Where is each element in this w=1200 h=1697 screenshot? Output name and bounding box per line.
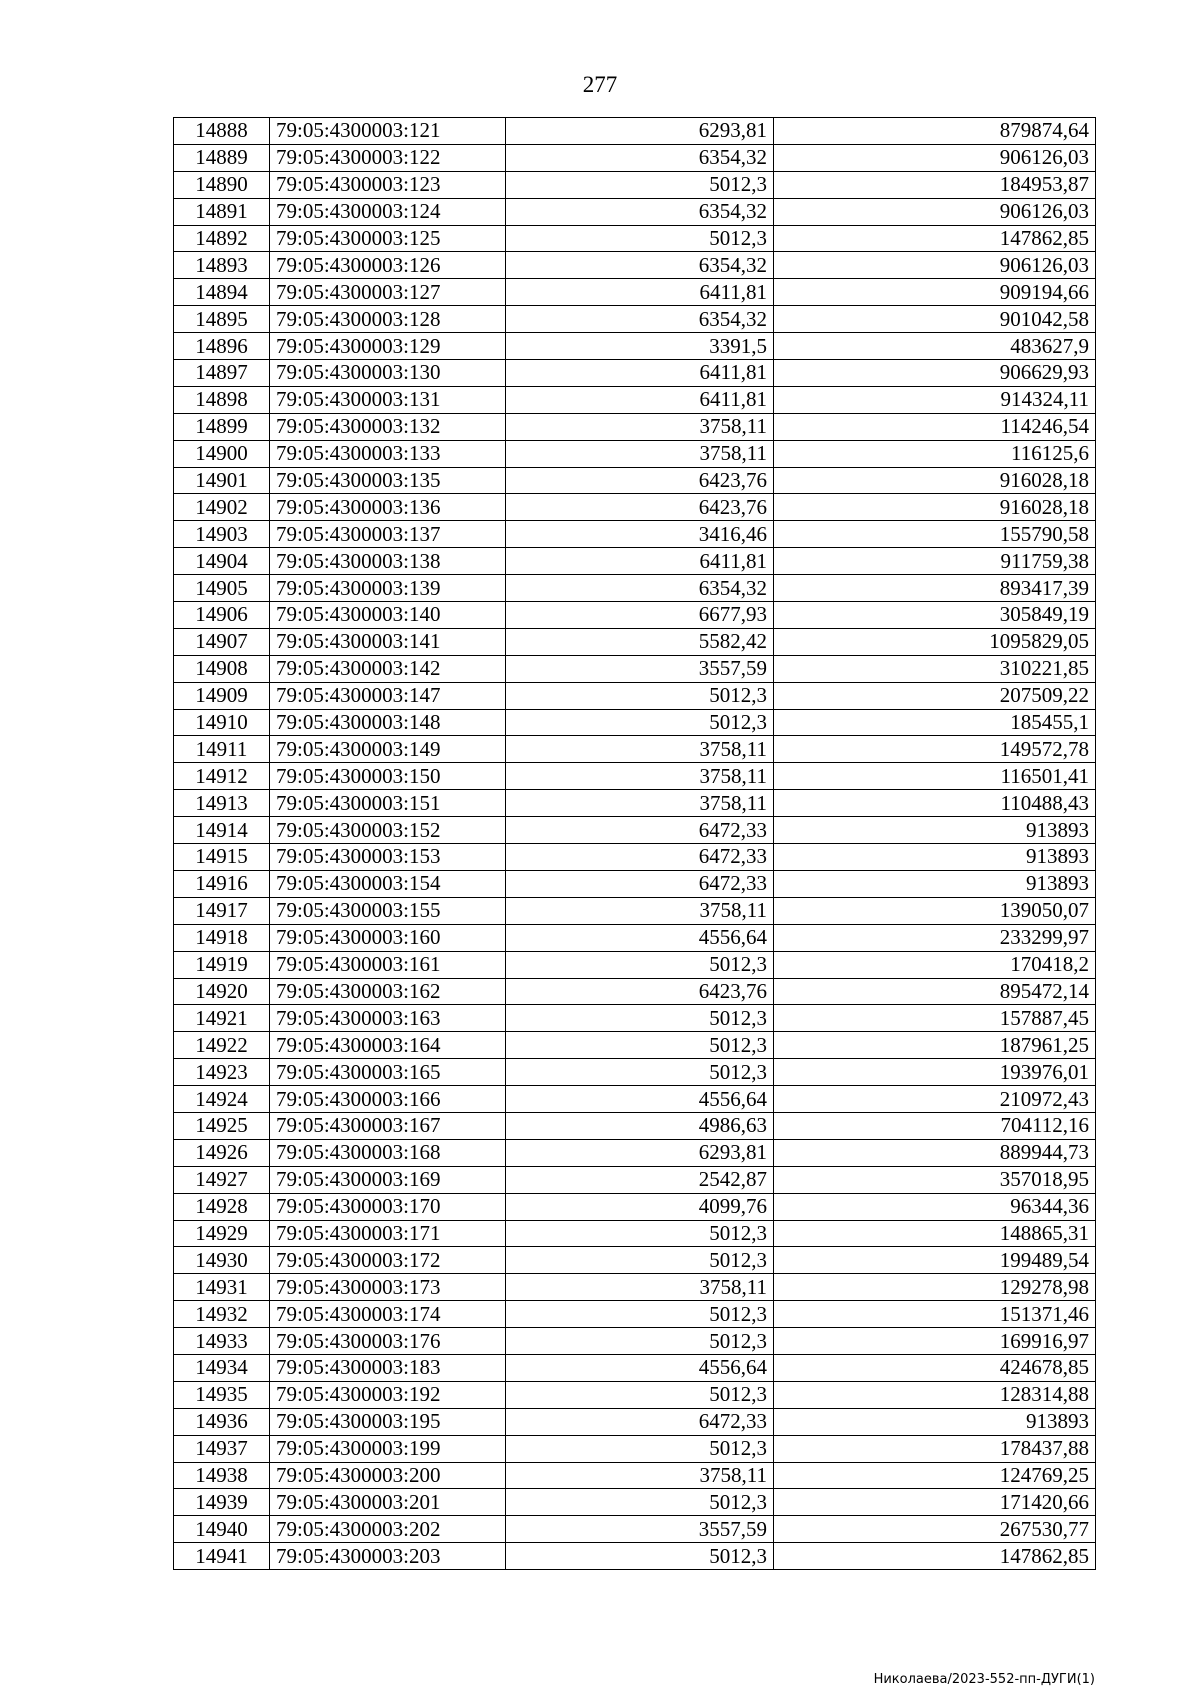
area-cell: 6472,33 xyxy=(506,870,774,897)
table-row xyxy=(174,1139,1096,1166)
cadastral-value-cell: 424678,85 xyxy=(774,1354,1096,1381)
row-number-cell: 14911 xyxy=(174,736,270,763)
cadastral-value-cell: 310221,85 xyxy=(774,655,1096,682)
row-number-cell: 14913 xyxy=(174,790,270,817)
cadastral-value-cell: 911759,38 xyxy=(774,548,1096,575)
row-number-cell: 14901 xyxy=(174,467,270,494)
cadastral-value-cell: 1095829,05 xyxy=(774,628,1096,655)
area-cell: 5012,3 xyxy=(506,225,774,252)
table-row xyxy=(174,279,1096,306)
row-number-cell: 14891 xyxy=(174,198,270,225)
cadastral-number-cell: 79:05:4300003:126 xyxy=(270,252,506,279)
row-number-cell: 14912 xyxy=(174,763,270,790)
table-row xyxy=(174,1247,1096,1274)
cadastral-value-cell: 157887,45 xyxy=(774,1005,1096,1032)
cadastral-value-cell: 147862,85 xyxy=(774,225,1096,252)
row-number-cell: 14935 xyxy=(174,1381,270,1408)
cadastral-value-cell: 129278,98 xyxy=(774,1274,1096,1301)
cadastral-number-cell: 79:05:4300003:162 xyxy=(270,978,506,1005)
table-row xyxy=(174,1381,1096,1408)
cadastral-value-cell: 913893 xyxy=(774,817,1096,844)
table-row xyxy=(174,548,1096,575)
cadastral-value-cell: 193976,01 xyxy=(774,1059,1096,1086)
area-cell: 3758,11 xyxy=(506,1462,774,1489)
area-cell: 3758,11 xyxy=(506,736,774,763)
row-number-cell: 14909 xyxy=(174,682,270,709)
area-cell: 5012,3 xyxy=(506,1005,774,1032)
cadastral-value-cell: 178437,88 xyxy=(774,1435,1096,1462)
area-cell: 5012,3 xyxy=(506,1328,774,1355)
cadastral-number-cell: 79:05:4300003:147 xyxy=(270,682,506,709)
cadastral-number-cell: 79:05:4300003:124 xyxy=(270,198,506,225)
cadastral-value-cell: 116501,41 xyxy=(774,763,1096,790)
row-number-cell: 14906 xyxy=(174,602,270,629)
cadastral-number-cell: 79:05:4300003:167 xyxy=(270,1112,506,1139)
row-number-cell: 14904 xyxy=(174,548,270,575)
row-number-cell: 14898 xyxy=(174,386,270,413)
cadastral-number-cell: 79:05:4300003:135 xyxy=(270,467,506,494)
table-row xyxy=(174,1032,1096,1059)
cadastral-value-cell: 210972,43 xyxy=(774,1086,1096,1113)
area-cell: 5012,3 xyxy=(506,1543,774,1570)
cadastral-number-cell: 79:05:4300003:164 xyxy=(270,1032,506,1059)
row-number-cell: 14897 xyxy=(174,360,270,387)
table-row xyxy=(174,897,1096,924)
cadastral-number-cell: 79:05:4300003:128 xyxy=(270,306,506,333)
table-row xyxy=(174,521,1096,548)
area-cell: 6411,81 xyxy=(506,386,774,413)
area-cell: 3758,11 xyxy=(506,897,774,924)
area-cell: 6472,33 xyxy=(506,817,774,844)
cadastral-number-cell: 79:05:4300003:130 xyxy=(270,360,506,387)
table-row xyxy=(174,763,1096,790)
cadastral-number-cell: 79:05:4300003:155 xyxy=(270,897,506,924)
cadastral-number-cell: 79:05:4300003:169 xyxy=(270,1166,506,1193)
cadastral-value-cell: 916028,18 xyxy=(774,467,1096,494)
area-cell: 3416,46 xyxy=(506,521,774,548)
cadastral-value-cell: 909194,66 xyxy=(774,279,1096,306)
table-row xyxy=(174,790,1096,817)
row-number-cell: 14922 xyxy=(174,1032,270,1059)
area-cell: 6293,81 xyxy=(506,118,774,145)
area-cell: 5012,3 xyxy=(506,682,774,709)
area-cell: 4099,76 xyxy=(506,1193,774,1220)
table-row xyxy=(174,1166,1096,1193)
cadastral-number-cell: 79:05:4300003:154 xyxy=(270,870,506,897)
row-number-cell: 14921 xyxy=(174,1005,270,1032)
cadastral-number-cell: 79:05:4300003:136 xyxy=(270,494,506,521)
row-number-cell: 14939 xyxy=(174,1489,270,1516)
area-cell: 6423,76 xyxy=(506,494,774,521)
row-number-cell: 14892 xyxy=(174,225,270,252)
cadastral-number-cell: 79:05:4300003:163 xyxy=(270,1005,506,1032)
table-row xyxy=(174,978,1096,1005)
table-row xyxy=(174,467,1096,494)
cadastral-number-cell: 79:05:4300003:129 xyxy=(270,333,506,360)
page-number: 277 xyxy=(582,72,618,97)
area-cell: 5012,3 xyxy=(506,1059,774,1086)
table-row xyxy=(174,602,1096,629)
row-number-cell: 14910 xyxy=(174,709,270,736)
area-cell: 4556,64 xyxy=(506,1354,774,1381)
cadastral-table xyxy=(173,117,1096,1570)
table-row xyxy=(174,1543,1096,1570)
area-cell: 5012,3 xyxy=(506,1381,774,1408)
row-number-cell: 14919 xyxy=(174,951,270,978)
cadastral-number-cell: 79:05:4300003:148 xyxy=(270,709,506,736)
area-cell: 3391,5 xyxy=(506,333,774,360)
cadastral-number-cell: 79:05:4300003:131 xyxy=(270,386,506,413)
area-cell: 5012,3 xyxy=(506,1220,774,1247)
cadastral-value-cell: 893417,39 xyxy=(774,575,1096,602)
row-number-cell: 14895 xyxy=(174,306,270,333)
table-row xyxy=(174,1354,1096,1381)
row-number-cell: 14924 xyxy=(174,1086,270,1113)
cadastral-number-cell: 79:05:4300003:151 xyxy=(270,790,506,817)
cadastral-number-cell: 79:05:4300003:168 xyxy=(270,1139,506,1166)
row-number-cell: 14933 xyxy=(174,1328,270,1355)
row-number-cell: 14927 xyxy=(174,1166,270,1193)
cadastral-value-cell: 128314,88 xyxy=(774,1381,1096,1408)
area-cell: 5012,3 xyxy=(506,171,774,198)
table-row xyxy=(174,386,1096,413)
area-cell: 3758,11 xyxy=(506,763,774,790)
cadastral-number-cell: 79:05:4300003:139 xyxy=(270,575,506,602)
area-cell: 6472,33 xyxy=(506,1408,774,1435)
table-row xyxy=(174,1489,1096,1516)
table-row xyxy=(174,1112,1096,1139)
cadastral-number-cell: 79:05:4300003:166 xyxy=(270,1086,506,1113)
row-number-cell: 14902 xyxy=(174,494,270,521)
table-row xyxy=(174,1462,1096,1489)
cadastral-number-cell: 79:05:4300003:125 xyxy=(270,225,506,252)
cadastral-number-cell: 79:05:4300003:199 xyxy=(270,1435,506,1462)
cadastral-number-cell: 79:05:4300003:173 xyxy=(270,1274,506,1301)
cadastral-number-cell: 79:05:4300003:133 xyxy=(270,440,506,467)
table-row xyxy=(174,252,1096,279)
row-number-cell: 14914 xyxy=(174,817,270,844)
table-row xyxy=(174,333,1096,360)
cadastral-number-cell: 79:05:4300003:202 xyxy=(270,1516,506,1543)
table-row xyxy=(174,817,1096,844)
area-cell: 6411,81 xyxy=(506,548,774,575)
cadastral-number-cell: 79:05:4300003:150 xyxy=(270,763,506,790)
row-number-cell: 14920 xyxy=(174,978,270,1005)
area-cell: 6354,32 xyxy=(506,306,774,333)
cadastral-number-cell: 79:05:4300003:174 xyxy=(270,1301,506,1328)
cadastral-value-cell: 913893 xyxy=(774,844,1096,871)
cadastral-value-cell: 267530,77 xyxy=(774,1516,1096,1543)
area-cell: 5012,3 xyxy=(506,1435,774,1462)
area-cell: 6354,32 xyxy=(506,575,774,602)
cadastral-number-cell: 79:05:4300003:172 xyxy=(270,1247,506,1274)
table-row xyxy=(174,144,1096,171)
row-number-cell: 14940 xyxy=(174,1516,270,1543)
table-row xyxy=(174,171,1096,198)
cadastral-value-cell: 187961,25 xyxy=(774,1032,1096,1059)
row-number-cell: 14937 xyxy=(174,1435,270,1462)
area-cell: 5012,3 xyxy=(506,1489,774,1516)
cadastral-number-cell: 79:05:4300003:161 xyxy=(270,951,506,978)
area-cell: 6354,32 xyxy=(506,144,774,171)
area-cell: 6423,76 xyxy=(506,467,774,494)
cadastral-value-cell: 147862,85 xyxy=(774,1543,1096,1570)
table-row xyxy=(174,198,1096,225)
table-row xyxy=(174,844,1096,871)
cadastral-number-cell: 79:05:4300003:121 xyxy=(270,118,506,145)
row-number-cell: 14926 xyxy=(174,1139,270,1166)
cadastral-value-cell: 901042,58 xyxy=(774,306,1096,333)
row-number-cell: 14936 xyxy=(174,1408,270,1435)
cadastral-value-cell: 149572,78 xyxy=(774,736,1096,763)
cadastral-number-cell: 79:05:4300003:132 xyxy=(270,413,506,440)
cadastral-value-cell: 889944,73 xyxy=(774,1139,1096,1166)
row-number-cell: 14941 xyxy=(174,1543,270,1570)
cadastral-value-cell: 704112,16 xyxy=(774,1112,1096,1139)
table-row xyxy=(174,1408,1096,1435)
cadastral-value-cell: 155790,58 xyxy=(774,521,1096,548)
area-cell: 2542,87 xyxy=(506,1166,774,1193)
area-cell: 6472,33 xyxy=(506,844,774,871)
area-cell: 6411,81 xyxy=(506,360,774,387)
row-number-cell: 14889 xyxy=(174,144,270,171)
area-cell: 6354,32 xyxy=(506,198,774,225)
row-number-cell: 14896 xyxy=(174,333,270,360)
cadastral-number-cell: 79:05:4300003:171 xyxy=(270,1220,506,1247)
table-row xyxy=(174,924,1096,951)
row-number-cell: 14893 xyxy=(174,252,270,279)
area-cell: 3557,59 xyxy=(506,1516,774,1543)
row-number-cell: 14931 xyxy=(174,1274,270,1301)
area-cell: 5012,3 xyxy=(506,1032,774,1059)
row-number-cell: 14899 xyxy=(174,413,270,440)
table-row xyxy=(174,118,1096,145)
table-row xyxy=(174,225,1096,252)
row-number-cell: 14930 xyxy=(174,1247,270,1274)
area-cell: 5012,3 xyxy=(506,709,774,736)
table-row xyxy=(174,709,1096,736)
cadastral-number-cell: 79:05:4300003:127 xyxy=(270,279,506,306)
cadastral-value-cell: 114246,54 xyxy=(774,413,1096,440)
cadastral-value-cell: 169916,97 xyxy=(774,1328,1096,1355)
table-row xyxy=(174,1086,1096,1113)
cadastral-number-cell: 79:05:4300003:138 xyxy=(270,548,506,575)
cadastral-number-cell: 79:05:4300003:123 xyxy=(270,171,506,198)
cadastral-value-cell: 124769,25 xyxy=(774,1462,1096,1489)
area-cell: 6293,81 xyxy=(506,1139,774,1166)
area-cell: 6423,76 xyxy=(506,978,774,1005)
area-cell: 4556,64 xyxy=(506,1086,774,1113)
document-reference: Николаева/2023-552-пп-ДУГИ(1) xyxy=(873,1672,1095,1687)
cadastral-number-cell: 79:05:4300003:142 xyxy=(270,655,506,682)
cadastral-value-cell: 305849,19 xyxy=(774,602,1096,629)
cadastral-value-cell: 170418,2 xyxy=(774,951,1096,978)
cadastral-value-cell: 199489,54 xyxy=(774,1247,1096,1274)
cadastral-value-cell: 139050,07 xyxy=(774,897,1096,924)
row-number-cell: 14907 xyxy=(174,628,270,655)
row-number-cell: 14888 xyxy=(174,118,270,145)
area-cell: 3557,59 xyxy=(506,655,774,682)
cadastral-value-cell: 357018,95 xyxy=(774,1166,1096,1193)
area-cell: 4556,64 xyxy=(506,924,774,951)
cadastral-value-cell: 913893 xyxy=(774,1408,1096,1435)
area-cell: 5012,3 xyxy=(506,1247,774,1274)
cadastral-number-cell: 79:05:4300003:149 xyxy=(270,736,506,763)
table-row xyxy=(174,360,1096,387)
cadastral-value-cell: 914324,11 xyxy=(774,386,1096,413)
table-row xyxy=(174,1059,1096,1086)
cadastral-value-cell: 483627,9 xyxy=(774,333,1096,360)
row-number-cell: 14929 xyxy=(174,1220,270,1247)
cadastral-value-cell: 916028,18 xyxy=(774,494,1096,521)
table-row xyxy=(174,1220,1096,1247)
row-number-cell: 14894 xyxy=(174,279,270,306)
row-number-cell: 14900 xyxy=(174,440,270,467)
table-row xyxy=(174,628,1096,655)
area-cell: 3758,11 xyxy=(506,790,774,817)
table-body xyxy=(174,118,1096,1570)
cadastral-value-cell: 913893 xyxy=(774,870,1096,897)
cadastral-number-cell: 79:05:4300003:153 xyxy=(270,844,506,871)
table-row xyxy=(174,1516,1096,1543)
row-number-cell: 14923 xyxy=(174,1059,270,1086)
row-number-cell: 14928 xyxy=(174,1193,270,1220)
table-row xyxy=(174,413,1096,440)
table-row xyxy=(174,575,1096,602)
cadastral-value-cell: 879874,64 xyxy=(774,118,1096,145)
row-number-cell: 14905 xyxy=(174,575,270,602)
row-number-cell: 14890 xyxy=(174,171,270,198)
cadastral-number-cell: 79:05:4300003:141 xyxy=(270,628,506,655)
row-number-cell: 14918 xyxy=(174,924,270,951)
area-cell: 3758,11 xyxy=(506,413,774,440)
table-row xyxy=(174,870,1096,897)
table-row xyxy=(174,655,1096,682)
cadastral-number-cell: 79:05:4300003:203 xyxy=(270,1543,506,1570)
area-cell: 6677,93 xyxy=(506,602,774,629)
cadastral-value-cell: 895472,14 xyxy=(774,978,1096,1005)
area-cell: 3758,11 xyxy=(506,1274,774,1301)
row-number-cell: 14925 xyxy=(174,1112,270,1139)
row-number-cell: 14916 xyxy=(174,870,270,897)
cadastral-number-cell: 79:05:4300003:170 xyxy=(270,1193,506,1220)
cadastral-value-cell: 906126,03 xyxy=(774,198,1096,225)
table-row xyxy=(174,951,1096,978)
table-row xyxy=(174,494,1096,521)
cadastral-value-cell: 233299,97 xyxy=(774,924,1096,951)
row-number-cell: 14915 xyxy=(174,844,270,871)
table-row xyxy=(174,1328,1096,1355)
cadastral-value-cell: 116125,6 xyxy=(774,440,1096,467)
cadastral-number-cell: 79:05:4300003:122 xyxy=(270,144,506,171)
cadastral-number-cell: 79:05:4300003:201 xyxy=(270,1489,506,1516)
cadastral-value-cell: 184953,87 xyxy=(774,171,1096,198)
cadastral-value-cell: 906126,03 xyxy=(774,252,1096,279)
table-row xyxy=(174,1193,1096,1220)
cadastral-value-cell: 171420,66 xyxy=(774,1489,1096,1516)
row-number-cell: 14934 xyxy=(174,1354,270,1381)
cadastral-number-cell: 79:05:4300003:140 xyxy=(270,602,506,629)
area-cell: 3758,11 xyxy=(506,440,774,467)
row-number-cell: 14938 xyxy=(174,1462,270,1489)
row-number-cell: 14917 xyxy=(174,897,270,924)
cadastral-value-cell: 207509,22 xyxy=(774,682,1096,709)
cadastral-number-cell: 79:05:4300003:195 xyxy=(270,1408,506,1435)
row-number-cell: 14908 xyxy=(174,655,270,682)
table-row xyxy=(174,736,1096,763)
table-row xyxy=(174,440,1096,467)
area-cell: 6354,32 xyxy=(506,252,774,279)
cadastral-number-cell: 79:05:4300003:160 xyxy=(270,924,506,951)
cadastral-number-cell: 79:05:4300003:192 xyxy=(270,1381,506,1408)
area-cell: 4986,63 xyxy=(506,1112,774,1139)
area-cell: 5012,3 xyxy=(506,951,774,978)
cadastral-value-cell: 96344,36 xyxy=(774,1193,1096,1220)
cadastral-value-cell: 906126,03 xyxy=(774,144,1096,171)
cadastral-value-cell: 110488,43 xyxy=(774,790,1096,817)
cadastral-number-cell: 79:05:4300003:200 xyxy=(270,1462,506,1489)
table-row xyxy=(174,1435,1096,1462)
cadastral-value-cell: 906629,93 xyxy=(774,360,1096,387)
cadastral-number-cell: 79:05:4300003:183 xyxy=(270,1354,506,1381)
table-row xyxy=(174,1301,1096,1328)
cadastral-number-cell: 79:05:4300003:152 xyxy=(270,817,506,844)
table-row xyxy=(174,306,1096,333)
cadastral-number-cell: 79:05:4300003:137 xyxy=(270,521,506,548)
area-cell: 6411,81 xyxy=(506,279,774,306)
cadastral-number-cell: 79:05:4300003:165 xyxy=(270,1059,506,1086)
cadastral-value-cell: 185455,1 xyxy=(774,709,1096,736)
table-row xyxy=(174,1005,1096,1032)
row-number-cell: 14903 xyxy=(174,521,270,548)
cadastral-value-cell: 148865,31 xyxy=(774,1220,1096,1247)
cadastral-number-cell: 79:05:4300003:176 xyxy=(270,1328,506,1355)
table-row xyxy=(174,1274,1096,1301)
row-number-cell: 14932 xyxy=(174,1301,270,1328)
table-row xyxy=(174,682,1096,709)
cadastral-value-cell: 151371,46 xyxy=(774,1301,1096,1328)
area-cell: 5012,3 xyxy=(506,1301,774,1328)
area-cell: 5582,42 xyxy=(506,628,774,655)
